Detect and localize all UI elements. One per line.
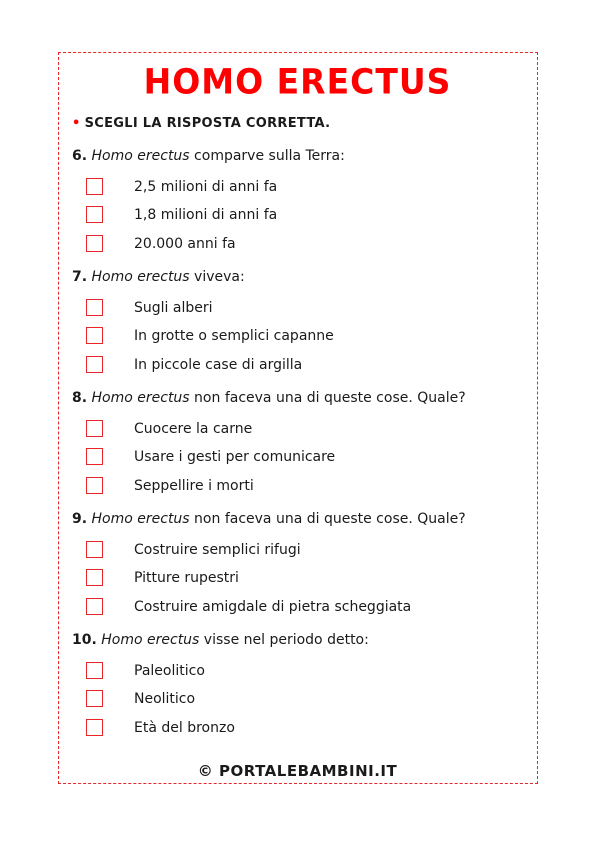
bullet-icon: • <box>72 116 81 131</box>
option-label: In grotte o semplici capanne <box>134 328 334 344</box>
question-8 <box>72 390 466 406</box>
question-number: 10. <box>72 632 97 648</box>
checkbox[interactable] <box>86 541 103 558</box>
instruction <box>72 116 330 131</box>
question-subject: Homo erectus <box>91 390 190 406</box>
checkbox[interactable] <box>86 420 103 437</box>
checkbox[interactable] <box>86 598 103 615</box>
checkbox[interactable] <box>86 299 103 316</box>
question-subject: Homo erectus <box>91 269 190 285</box>
question-6 <box>72 148 345 164</box>
question-subject: Homo erectus <box>91 511 190 527</box>
question-subject: Homo erectus <box>91 148 190 164</box>
question-text: viveva: <box>189 269 245 285</box>
worksheet-title: HOMO ERECTUS <box>143 61 452 102</box>
checkbox[interactable] <box>86 662 103 679</box>
option-label: Paleolitico <box>134 663 205 679</box>
checkbox[interactable] <box>86 235 103 252</box>
question-7 <box>72 269 245 285</box>
option-label: Pitture rupestri <box>134 570 239 586</box>
question-text: non faceva una di queste cose. Quale? <box>189 511 466 527</box>
option-label: Costruire semplici rifugi <box>134 542 301 558</box>
question-10 <box>72 632 369 648</box>
option-label: Cuocere la carne <box>134 421 253 437</box>
option-label: Età del bronzo <box>134 720 235 736</box>
option-label: 20.000 anni fa <box>134 236 236 252</box>
checkbox[interactable] <box>86 178 103 195</box>
question-number: 9. <box>72 511 88 527</box>
question-subject: Homo erectus <box>101 632 200 648</box>
question-text: non faceva una di queste cose. Quale? <box>189 390 466 406</box>
checkbox[interactable] <box>86 569 103 586</box>
instruction-text: SCEGLI LA RISPOSTA CORRETTA. <box>84 116 331 131</box>
question-number: 6. <box>72 148 88 164</box>
checkbox[interactable] <box>86 477 103 494</box>
question-text: comparve sulla Terra: <box>189 148 345 164</box>
question-text: visse nel periodo detto: <box>199 632 369 648</box>
option-label: Sugli alberi <box>134 300 213 316</box>
option-label: 1,8 milioni di anni fa <box>134 207 278 223</box>
copyright-footer: © PORTALEBAMBINI.IT <box>197 762 398 780</box>
checkbox[interactable] <box>86 448 103 465</box>
option-label: In piccole case di argilla <box>134 357 303 373</box>
option-label: Seppellire i morti <box>134 478 254 494</box>
question-9 <box>72 511 466 527</box>
question-number: 8. <box>72 390 88 406</box>
option-label: Usare i gesti per comunicare <box>134 449 336 465</box>
option-label: Costruire amigdale di pietra scheggiata <box>134 599 412 615</box>
checkbox[interactable] <box>86 356 103 373</box>
option-label: 2,5 milioni di anni fa <box>134 179 278 195</box>
option-label: Neolitico <box>134 691 196 707</box>
question-number: 7. <box>72 269 88 285</box>
checkbox[interactable] <box>86 719 103 736</box>
checkbox[interactable] <box>86 206 103 223</box>
checkbox[interactable] <box>86 690 103 707</box>
checkbox[interactable] <box>86 327 103 344</box>
